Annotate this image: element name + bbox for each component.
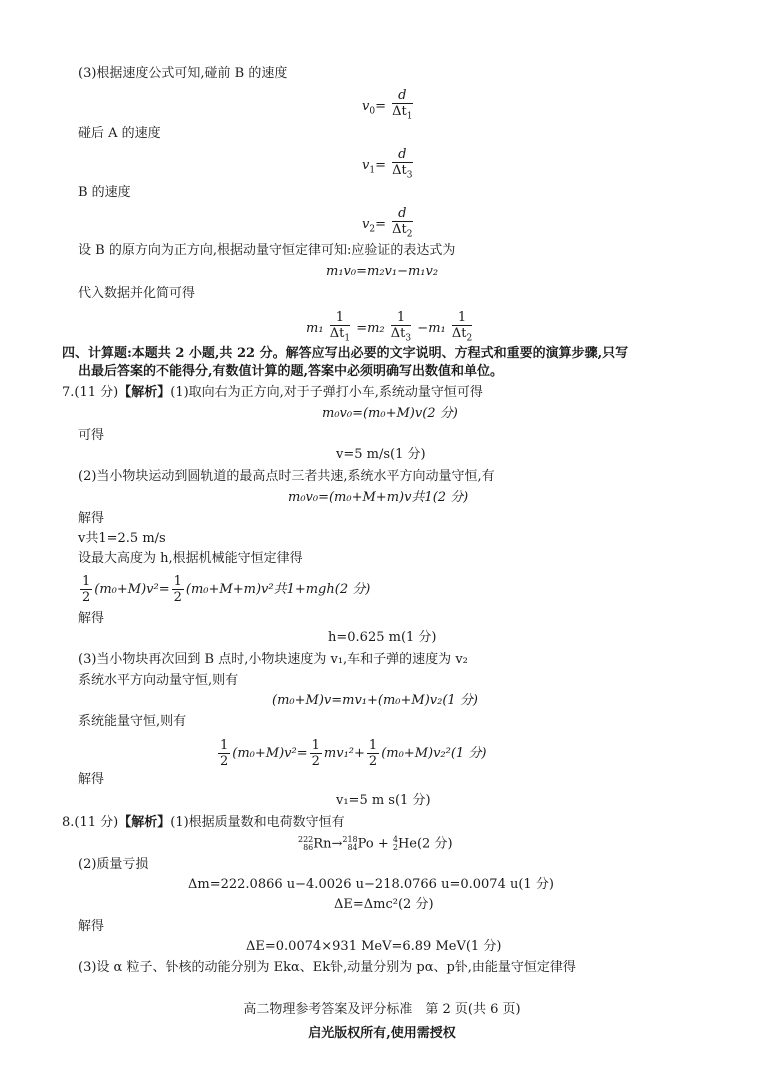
formula-v0: $v_0=$ $\frac{d}{\Delta t_1}$ bbox=[362, 88, 413, 122]
copyright-notice: 启光版权所有,使用需授权 bbox=[308, 1026, 456, 1041]
q7-part2: (2)当小物块运动到圆轨道的最高点时三者共速,系统水平方向动量守恒,有 bbox=[78, 469, 495, 484]
q7-jiede1: 解得 bbox=[78, 511, 105, 526]
assume-direction: 设 B 的原方向为正方向,根据动量守恒定律可知:应验证的表达式为 bbox=[78, 243, 456, 258]
q8-dm-eq: Δm=222.0866 u−4.0026 u−218.0766 u=0.0074 u(1 分) bbox=[188, 877, 554, 892]
final-expression: m₁ $\frac{1}{\Delta t_1}$ =m₂ $\frac{1}{\Delta t_3}$ −m₁ $\frac{1}{\Delta t_2}$ bbox=[306, 310, 473, 344]
radon-nucleus: 222 86 Rn bbox=[298, 835, 332, 852]
q7-jiede2: 解得 bbox=[78, 611, 105, 626]
q7-assume-h: 设最大高度为 h,根据机械能守恒定律得 bbox=[78, 551, 303, 566]
section4-header-line2: 出最后答案的不能得分,有数值计算的题,答案中必须明确写出数值和单位。 bbox=[78, 364, 504, 379]
q7-jiede3: 解得 bbox=[78, 772, 105, 787]
q7-vgong: v共1=2.5 m/s bbox=[78, 531, 166, 546]
q7-eq2: m₀v₀=(m₀+M+m)v共1(2 分) bbox=[288, 490, 469, 505]
q7-energy-eq: $\frac{1}{2}$ (m₀+M)v²= $\frac{1}{2}$ (m₀+M+m)v²共1+mgh(2 分) bbox=[82, 574, 371, 605]
q8-de-val: ΔE=0.0074×931 MeV=6.89 MeV(1 分) bbox=[246, 939, 502, 954]
q8-part3: (3)设 α 粒子、钋核的动能分别为 Ekα、Ek钋,动量分别为 pα、p钋,由能量守恒定律得 bbox=[78, 960, 576, 975]
q8-heading: 8.(11 分)【解析】(1)根据质量数和电荷数守恒有 bbox=[62, 815, 345, 830]
momentum-expression: m₁v₀=m₂v₁−m₁v₂ bbox=[326, 264, 439, 279]
q8-jiede: 解得 bbox=[78, 919, 105, 934]
page-footer: 高二物理参考答案及评分标准 第 2 页(共 6 页) bbox=[243, 1002, 521, 1017]
p3-intro: (3)根据速度公式可知,碰前 B 的速度 bbox=[78, 66, 288, 81]
formula-v1: $v_1=$ $\frac{d}{\Delta t_3}$ bbox=[362, 147, 413, 181]
q7-eq3: (m₀+M)v=mv₁+(m₀+M)v₂(1 分) bbox=[272, 693, 478, 708]
q7-part3: (3)当小物块再次回到 B 点时,小物块速度为 v₁,车和子弹的速度为 v₂ bbox=[78, 652, 468, 667]
substitute-label: 代入数据并化简可得 bbox=[78, 286, 196, 301]
q8-de-eq: ΔE=Δmc²(2 分) bbox=[334, 897, 434, 912]
q7-energy-cons: 系统能量守恒,则有 bbox=[78, 714, 187, 729]
q8-decay-equation: 222 86 Rn→ 218 84 Po + 4 2 He(2 分) bbox=[298, 835, 453, 852]
q7-eq1: m₀v₀=(m₀+M)v(2 分) bbox=[322, 406, 458, 421]
q7-eq4: $\frac{1}{2}$ (m₀+M)v²= $\frac{1}{2}$ mv₁²+ $\frac{1}{2}$ (m₀+M)v₂²(1 分) bbox=[220, 738, 487, 769]
q7-part3b: 系统水平方向动量守恒,则有 bbox=[78, 673, 239, 688]
after-a-label: 碰后 A 的速度 bbox=[78, 126, 161, 141]
q7-v1-result: v₁=5 m s(1 分) bbox=[336, 793, 431, 808]
q8-part2: (2)质量亏损 bbox=[78, 857, 149, 872]
section4-header-line1: 四、计算题:本题共 2 小题,共 22 分。解答应写出必要的文字说明、方程式和重要的演算步骤,只写 bbox=[62, 346, 629, 361]
q7-kede: 可得 bbox=[78, 428, 105, 443]
formula-v2: $v_2=$ $\frac{d}{\Delta t_2}$ bbox=[362, 206, 413, 240]
b-speed-label: B 的速度 bbox=[78, 185, 131, 200]
polonium-nucleus: 218 84 Po bbox=[342, 835, 374, 852]
q7-heading: 7.(11 分)【解析】(1)取向右为正方向,对于子弹打小车,系统动量守恒可得 bbox=[62, 385, 483, 400]
q7-h-result: h=0.625 m(1 分) bbox=[328, 630, 437, 645]
helium-nucleus: 4 2 He(2 分) bbox=[392, 835, 453, 852]
q7-v-result: v=5 m/s(1 分) bbox=[336, 447, 426, 462]
